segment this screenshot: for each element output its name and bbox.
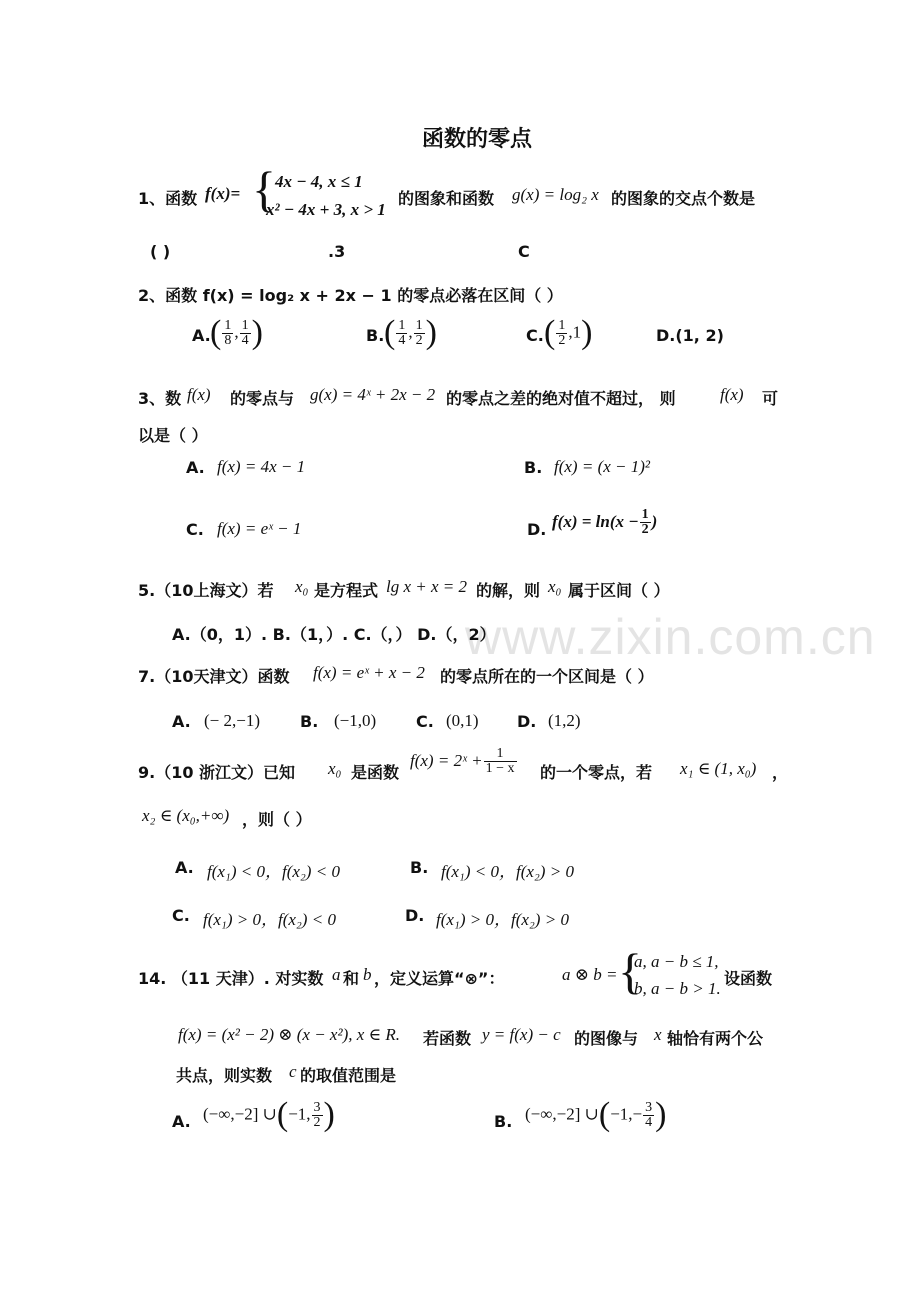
q5-x0: x₀ xyxy=(295,577,309,596)
q9-x0: x₀ xyxy=(328,759,342,778)
q5-x0b: x₀ xyxy=(548,577,562,596)
q1-n3: .3 xyxy=(328,242,346,261)
q3-option-c-label: C. xyxy=(186,520,204,539)
q14-case2: b, a − b > 1. xyxy=(634,979,721,998)
q9-comma: ， xyxy=(772,763,789,782)
q14-b: b xyxy=(363,965,372,984)
q9-option-b-label: B. xyxy=(410,858,429,877)
q7-stem-a: 7.（10天津文）函数 xyxy=(138,667,290,686)
q3-text-b: 的零点与 xyxy=(230,389,295,408)
q9-eq: f(x) = 2ˣ + $\frac{1}{1 - x}$ xyxy=(410,746,515,776)
q14-option-a-label: A. xyxy=(172,1112,191,1131)
q2-option-a-label: A. xyxy=(192,326,211,345)
q1-prefix: 1、函数 xyxy=(138,189,198,208)
q9-option-c: f(x₁) > 0，f(x₂) < 0 xyxy=(203,910,336,929)
q9-x2: x₂ ∈ (x₀,+∞) xyxy=(142,806,230,825)
q14-brace: { xyxy=(618,943,642,999)
page-title: 函数的零点 xyxy=(422,127,533,152)
q9-option-b: f(x₁) < 0，f(x₂) > 0 xyxy=(441,862,574,881)
q9-x1: x₁ ∈ (1, x₀) xyxy=(680,759,757,778)
q3-option-d: f(x) = ln(x − $\frac{1}{2}$ ) xyxy=(552,507,658,537)
q7-option-a-label: A. xyxy=(172,712,191,731)
q1-fx: f(x)= xyxy=(205,184,241,203)
q9-option-d-label: D. xyxy=(405,906,425,925)
q1-gx: g(x) = log₂ x xyxy=(512,185,599,204)
q2-stem: 2、函数 f(x) = log₂ x + 2x − 1 的零点必落在区间（ ） xyxy=(138,286,563,305)
q14-line2-eq2: y = f(x) − c xyxy=(482,1025,561,1044)
q5-stem-b: 是方程式 xyxy=(314,581,379,600)
q3-option-c: f(x) = eˣ − 1 xyxy=(217,519,302,538)
q7-option-b: (−1,0) xyxy=(334,711,377,730)
q7-option-d: (1,2) xyxy=(548,711,581,730)
q2-option-c-label: C. xyxy=(526,326,544,345)
q14-line2-eq: f(x) = (x² − 2) ⊗ (x − x²), x ∈ R. xyxy=(178,1025,400,1044)
q2-option-b: ( $\frac{1}{4}$ , $\frac{1}{2}$ ) xyxy=(384,314,437,351)
q2-option-c: ( $\frac{1}{2}$ ,1) xyxy=(544,314,593,351)
q7-stem-b: 的零点所在的一个区间是（ ） xyxy=(440,667,654,686)
q9-stem-c: 的一个零点，若 xyxy=(540,763,653,782)
q2-option-d: D.(1, 2) xyxy=(656,326,724,345)
q5-eq: lg x + x = 2 xyxy=(386,577,468,596)
q9-option-a: f(x₁) < 0，f(x₂) < 0 xyxy=(207,862,340,881)
q9-stem-b: 是函数 xyxy=(351,763,400,782)
q3-text-c: 的零点之差的绝对值不超过， 则 xyxy=(446,389,676,408)
q14-stem-a: 14. （11 天津）. 对实数 xyxy=(138,969,324,988)
q7-option-c: (0,1) xyxy=(446,711,479,730)
q14-case1: a, a − b ≤ 1, xyxy=(634,952,719,971)
q9-option-a-label: A. xyxy=(175,858,194,877)
q1-c: C xyxy=(518,242,530,261)
q14-option-b-label: B. xyxy=(494,1112,513,1131)
q5-stem-c: 的解，则 xyxy=(476,581,541,600)
q3-option-a: f(x) = 4x − 1 xyxy=(217,457,306,476)
q9-stem-a: 9.（10 浙江文）已知 xyxy=(138,763,296,782)
q14-option-a: (−∞,−2] ∪(−1, $\frac{3}{2}$ ) xyxy=(203,1096,335,1133)
q3-fx: f(x) xyxy=(187,385,211,404)
q7-option-a: (− 2,−1) xyxy=(204,711,260,730)
q14-and: 和 xyxy=(343,969,360,988)
q3-text-a: 3、数 xyxy=(138,389,182,408)
q1-brace: { xyxy=(252,161,276,217)
q14-line2-d: 轴恰有两个公 xyxy=(667,1029,764,1048)
q1-case1: 4x − 4, x ≤ 1 xyxy=(275,172,363,191)
q3-option-d-label: D. xyxy=(527,520,547,539)
q1-paren: ( ) xyxy=(150,242,171,261)
q3-gx: g(x) = 4ˣ + 2x − 2 xyxy=(310,385,436,404)
q7-eq: f(x) = eˣ + x − 2 xyxy=(313,663,425,682)
q14-line2-c: 的图像与 xyxy=(574,1029,639,1048)
q7-option-d-label: D. xyxy=(517,712,537,731)
q7-option-c-label: C. xyxy=(416,712,434,731)
q3-text-d: 可 xyxy=(762,389,779,408)
q3-fx2: f(x) xyxy=(720,385,744,404)
q14-a: a xyxy=(332,965,341,984)
q2-option-b-label: B. xyxy=(366,326,385,345)
q9-stem-d: ，则（ ） xyxy=(242,810,312,829)
q7-option-b-label: B. xyxy=(300,712,319,731)
watermark: www.zixin.com.cn xyxy=(465,609,876,665)
q3-option-a-label: A. xyxy=(186,458,205,477)
q14-line3-b: 的取值范围是 xyxy=(300,1066,397,1085)
q5-stem-a: 5.（10上海文）若 xyxy=(138,581,274,600)
q3-option-b-label: B. xyxy=(524,458,543,477)
q9-option-d: f(x₁) > 0，f(x₂) > 0 xyxy=(436,910,569,929)
q2-option-a: ( $\frac{1}{8}$ , $\frac{1}{4}$ ) xyxy=(210,314,263,351)
q14-op: a ⊗ b = xyxy=(562,965,618,984)
q1-tail: 的图象的交点个数是 xyxy=(611,189,756,208)
q14-option-b: (−∞,−2] ∪(−1,− $\frac{3}{4}$ ) xyxy=(525,1096,667,1133)
q1-mid: 的图象和函数 xyxy=(398,189,495,208)
q14-line3-a: 共点，则实数 xyxy=(176,1066,273,1085)
q14-line3-c: c xyxy=(289,1062,297,1081)
q5-stem-d: 属于区间（ ） xyxy=(568,581,670,600)
q14-line2-b: 若函数 xyxy=(423,1029,472,1048)
q5-options: A.（0，1）. B.（1，）. C.（，） D.（，2） xyxy=(172,625,496,644)
q14-stem-b: ，定义运算“⊗”： xyxy=(374,969,505,988)
q9-option-c-label: C. xyxy=(172,906,190,925)
q14-line2-x: x xyxy=(654,1025,662,1044)
q14-stem-c: 设函数 xyxy=(724,969,773,988)
q1-case2: x² − 4x + 3, x > 1 xyxy=(266,200,386,219)
q3-option-b: f(x) = (x − 1)² xyxy=(554,457,650,476)
q3-line2: 以是（ ） xyxy=(138,426,208,445)
